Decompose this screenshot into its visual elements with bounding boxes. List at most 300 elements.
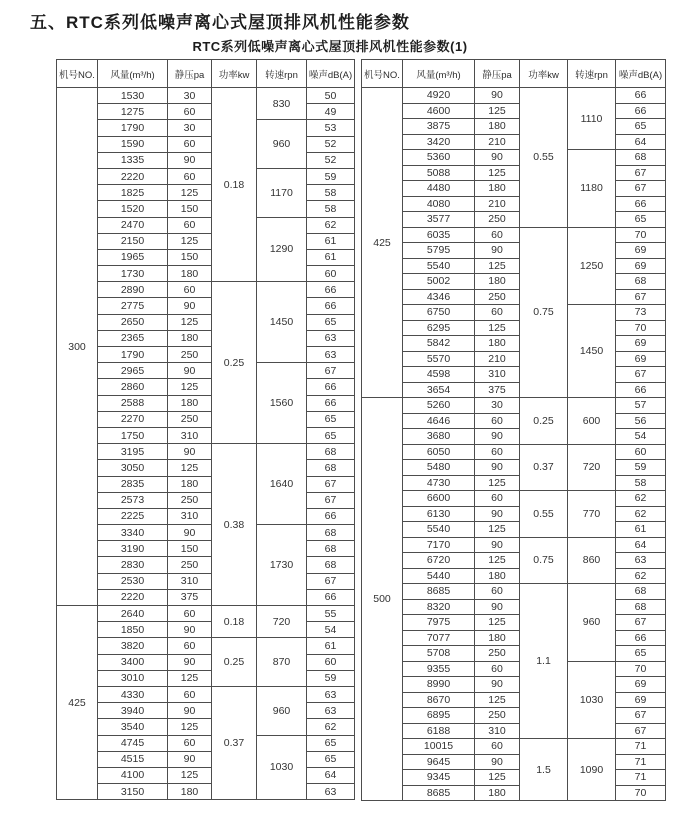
airflow-cell: 5795 <box>403 243 475 259</box>
noise-cell: 61 <box>307 233 355 249</box>
col-header-speed: 转速rpn <box>257 60 307 88</box>
static-pressure-cell: 60 <box>168 136 212 152</box>
table-row <box>57 168 355 184</box>
static-pressure-cell: 310 <box>168 508 212 524</box>
header-row <box>57 60 355 88</box>
table-row <box>362 243 666 259</box>
col-header-noise: 噪声dB(A) <box>616 60 666 88</box>
col-header-power: 功率kw <box>520 60 568 88</box>
speed-cell: 1450 <box>568 305 616 398</box>
airflow-cell: 5002 <box>403 274 475 290</box>
noise-cell: 68 <box>616 274 666 290</box>
static-pressure-cell: 250 <box>168 347 212 363</box>
airflow-cell: 6720 <box>403 553 475 569</box>
static-pressure-cell: 125 <box>168 185 212 201</box>
static-pressure-cell: 90 <box>168 152 212 168</box>
static-pressure-cell: 180 <box>475 568 520 584</box>
noise-cell: 61 <box>307 249 355 265</box>
static-pressure-cell: 60 <box>168 735 212 751</box>
noise-cell: 63 <box>307 347 355 363</box>
table-row <box>57 735 355 751</box>
static-pressure-cell: 180 <box>475 119 520 135</box>
speed-cell: 870 <box>257 638 307 687</box>
noise-cell: 69 <box>616 243 666 259</box>
static-pressure-cell: 150 <box>168 249 212 265</box>
airflow-cell: 2530 <box>98 573 168 589</box>
airflow-cell: 1275 <box>98 104 168 120</box>
table-row <box>57 185 355 201</box>
airflow-cell: 8670 <box>403 692 475 708</box>
static-pressure-cell: 90 <box>168 363 212 379</box>
col-header-static-pressure: 静压pa <box>168 60 212 88</box>
airflow-cell: 2150 <box>98 233 168 249</box>
table-row <box>57 152 355 168</box>
table-row <box>57 249 355 265</box>
table-row <box>362 258 666 274</box>
noise-cell: 67 <box>307 363 355 379</box>
airflow-cell: 2835 <box>98 476 168 492</box>
airflow-cell: 2588 <box>98 395 168 411</box>
airflow-cell: 6600 <box>403 491 475 507</box>
noise-cell: 68 <box>307 525 355 541</box>
table-row <box>362 770 666 786</box>
airflow-cell: 5708 <box>403 646 475 662</box>
speed-cell: 770 <box>568 491 616 538</box>
airflow-cell: 9645 <box>403 754 475 770</box>
table-row <box>57 654 355 670</box>
noise-cell: 67 <box>616 367 666 383</box>
table-row <box>57 104 355 120</box>
noise-cell: 65 <box>307 751 355 767</box>
table-row <box>362 165 666 181</box>
noise-cell: 66 <box>616 88 666 104</box>
airflow-cell: 9355 <box>403 661 475 677</box>
power-cell: 0.25 <box>520 398 568 445</box>
airflow-cell: 4730 <box>403 475 475 491</box>
table-row <box>57 120 355 136</box>
static-pressure-cell: 60 <box>475 413 520 429</box>
airflow-cell: 1965 <box>98 249 168 265</box>
noise-cell: 70 <box>616 661 666 677</box>
header-row <box>362 60 666 88</box>
static-pressure-cell: 60 <box>475 227 520 243</box>
table-row <box>57 767 355 783</box>
table-row <box>362 537 666 553</box>
static-pressure-cell: 30 <box>168 120 212 136</box>
static-pressure-cell: 125 <box>168 379 212 395</box>
static-pressure-cell: 125 <box>475 770 520 786</box>
table-row <box>57 476 355 492</box>
static-pressure-cell: 90 <box>475 429 520 445</box>
static-pressure-cell: 250 <box>475 289 520 305</box>
static-pressure-cell: 250 <box>475 212 520 228</box>
table-row <box>57 573 355 589</box>
airflow-cell: 6295 <box>403 320 475 336</box>
noise-cell: 58 <box>616 475 666 491</box>
static-pressure-cell: 250 <box>475 708 520 724</box>
static-pressure-cell: 90 <box>475 677 520 693</box>
airflow-cell: 2270 <box>98 411 168 427</box>
table-row <box>57 363 355 379</box>
static-pressure-cell: 60 <box>475 584 520 600</box>
airflow-cell: 1530 <box>98 88 168 104</box>
airflow-cell: 9345 <box>403 770 475 786</box>
static-pressure-cell: 90 <box>475 88 520 104</box>
table-row <box>362 785 666 801</box>
page-title: 五、RTC系列低噪声离心式屋顶排风机性能参数 <box>30 13 410 32</box>
static-pressure-cell: 60 <box>475 661 520 677</box>
noise-cell: 61 <box>307 638 355 654</box>
airflow-cell: 2830 <box>98 557 168 573</box>
noise-cell: 67 <box>616 289 666 305</box>
static-pressure-cell: 150 <box>168 541 212 557</box>
table-row <box>362 227 666 243</box>
static-pressure-cell: 60 <box>475 444 520 460</box>
noise-cell: 66 <box>616 630 666 646</box>
airflow-cell: 5360 <box>403 150 475 166</box>
static-pressure-cell: 90 <box>475 460 520 476</box>
airflow-cell: 7077 <box>403 630 475 646</box>
noise-cell: 68 <box>307 460 355 476</box>
airflow-cell: 3820 <box>98 638 168 654</box>
power-cell: 1.1 <box>520 584 568 739</box>
static-pressure-cell: 90 <box>475 150 520 166</box>
noise-cell: 52 <box>307 152 355 168</box>
table-row <box>57 282 355 298</box>
table-row <box>57 606 355 622</box>
table-row <box>57 217 355 233</box>
noise-cell: 67 <box>307 476 355 492</box>
table-row <box>362 506 666 522</box>
noise-cell: 62 <box>616 568 666 584</box>
airflow-cell: 4920 <box>403 88 475 104</box>
noise-cell: 67 <box>616 615 666 631</box>
static-pressure-cell: 310 <box>168 427 212 443</box>
noise-cell: 68 <box>307 444 355 460</box>
airflow-cell: 2470 <box>98 217 168 233</box>
table-row <box>362 599 666 615</box>
airflow-cell: 1335 <box>98 152 168 168</box>
power-cell: 0.25 <box>212 282 257 444</box>
noise-cell: 58 <box>307 201 355 217</box>
model-no-cell: 425 <box>57 606 98 800</box>
speed-cell: 720 <box>568 444 616 491</box>
airflow-cell: 2640 <box>98 606 168 622</box>
table-row <box>362 119 666 135</box>
table-row <box>362 274 666 290</box>
static-pressure-cell: 125 <box>168 670 212 686</box>
table-row <box>57 201 355 217</box>
table-row <box>57 266 355 282</box>
table-row <box>362 491 666 507</box>
static-pressure-cell: 30 <box>475 398 520 414</box>
airflow-cell: 1790 <box>98 347 168 363</box>
airflow-cell: 4480 <box>403 181 475 197</box>
airflow-cell: 8990 <box>403 677 475 693</box>
table-row <box>57 686 355 702</box>
noise-cell: 56 <box>616 413 666 429</box>
table-row <box>57 427 355 443</box>
noise-cell: 73 <box>616 305 666 321</box>
static-pressure-cell: 60 <box>168 686 212 702</box>
noise-cell: 49 <box>307 104 355 120</box>
static-pressure-cell: 150 <box>168 201 212 217</box>
table-row <box>362 429 666 445</box>
noise-cell: 69 <box>616 258 666 274</box>
table-row <box>362 692 666 708</box>
noise-cell: 68 <box>616 599 666 615</box>
noise-cell: 65 <box>616 646 666 662</box>
table-row <box>57 395 355 411</box>
table-row <box>362 289 666 305</box>
noise-cell: 65 <box>307 735 355 751</box>
noise-cell: 64 <box>616 134 666 150</box>
table-row <box>362 103 666 119</box>
airflow-cell: 5540 <box>403 522 475 538</box>
power-cell: 0.37 <box>520 444 568 491</box>
noise-cell: 66 <box>307 395 355 411</box>
tables-container <box>56 59 700 801</box>
speed-cell: 1250 <box>568 227 616 305</box>
airflow-cell: 3654 <box>403 382 475 398</box>
noise-cell: 66 <box>307 379 355 395</box>
airflow-cell: 8320 <box>403 599 475 615</box>
airflow-cell: 6050 <box>403 444 475 460</box>
noise-cell: 68 <box>307 541 355 557</box>
noise-cell: 54 <box>616 429 666 445</box>
static-pressure-cell: 125 <box>475 615 520 631</box>
noise-cell: 67 <box>307 492 355 508</box>
airflow-cell: 4646 <box>403 413 475 429</box>
noise-cell: 66 <box>307 282 355 298</box>
table-row <box>57 557 355 573</box>
power-cell: 0.75 <box>520 537 568 584</box>
table-row <box>57 233 355 249</box>
noise-cell: 67 <box>616 723 666 739</box>
noise-cell: 52 <box>307 136 355 152</box>
airflow-cell: 1750 <box>98 427 168 443</box>
airflow-cell: 3540 <box>98 719 168 735</box>
static-pressure-cell: 90 <box>475 506 520 522</box>
table-row <box>362 351 666 367</box>
noise-cell: 68 <box>616 150 666 166</box>
airflow-cell: 2650 <box>98 314 168 330</box>
speed-cell: 1110 <box>568 88 616 150</box>
table-row <box>362 150 666 166</box>
airflow-cell: 2365 <box>98 330 168 346</box>
noise-cell: 71 <box>616 739 666 755</box>
static-pressure-cell: 125 <box>168 233 212 249</box>
airflow-cell: 10015 <box>403 739 475 755</box>
static-pressure-cell: 125 <box>168 719 212 735</box>
table-row <box>57 784 355 800</box>
power-cell: 0.37 <box>212 686 257 799</box>
table-row <box>57 589 355 605</box>
power-cell: 0.55 <box>520 88 568 228</box>
table-row <box>362 88 666 104</box>
model-no-cell: 425 <box>362 88 403 398</box>
table-row <box>362 754 666 770</box>
power-cell: 1.5 <box>520 739 568 801</box>
airflow-cell: 5540 <box>403 258 475 274</box>
static-pressure-cell: 30 <box>168 88 212 104</box>
airflow-cell: 5570 <box>403 351 475 367</box>
speed-cell: 1560 <box>257 363 307 444</box>
noise-cell: 71 <box>616 754 666 770</box>
noise-cell: 69 <box>616 336 666 352</box>
col-header-model-no: 机号NO. <box>57 60 98 88</box>
table-row <box>57 719 355 735</box>
speed-cell: 1170 <box>257 168 307 217</box>
table-row <box>57 411 355 427</box>
table-row <box>362 212 666 228</box>
noise-cell: 62 <box>616 506 666 522</box>
noise-cell: 60 <box>307 654 355 670</box>
power-cell: 0.18 <box>212 606 257 638</box>
airflow-cell: 2225 <box>98 508 168 524</box>
noise-cell: 71 <box>616 770 666 786</box>
airflow-cell: 6188 <box>403 723 475 739</box>
noise-cell: 63 <box>307 703 355 719</box>
table-row <box>362 196 666 212</box>
static-pressure-cell: 180 <box>168 395 212 411</box>
airflow-cell: 3340 <box>98 525 168 541</box>
noise-cell: 66 <box>307 508 355 524</box>
static-pressure-cell: 60 <box>475 739 520 755</box>
static-pressure-cell: 60 <box>475 491 520 507</box>
noise-cell: 64 <box>616 537 666 553</box>
static-pressure-cell: 90 <box>168 525 212 541</box>
table-row <box>362 708 666 724</box>
speed-cell: 1290 <box>257 217 307 282</box>
speed-cell: 960 <box>257 120 307 169</box>
table-row <box>362 134 666 150</box>
static-pressure-cell: 180 <box>168 266 212 282</box>
table-row <box>362 646 666 662</box>
airflow-cell: 2220 <box>98 589 168 605</box>
table-row <box>57 347 355 363</box>
airflow-cell: 2860 <box>98 379 168 395</box>
airflow-cell: 4598 <box>403 367 475 383</box>
table-row <box>57 460 355 476</box>
table-row <box>362 460 666 476</box>
static-pressure-cell: 180 <box>475 785 520 801</box>
power-cell: 0.25 <box>212 638 257 687</box>
noise-cell: 63 <box>307 330 355 346</box>
noise-cell: 65 <box>307 427 355 443</box>
airflow-cell: 4346 <box>403 289 475 305</box>
speed-cell: 1030 <box>568 661 616 739</box>
table-row <box>362 661 666 677</box>
noise-cell: 68 <box>616 584 666 600</box>
airflow-cell: 2775 <box>98 298 168 314</box>
noise-cell: 70 <box>616 785 666 801</box>
airflow-cell: 3577 <box>403 212 475 228</box>
airflow-cell: 1850 <box>98 622 168 638</box>
airflow-cell: 2573 <box>98 492 168 508</box>
airflow-cell: 3195 <box>98 444 168 460</box>
airflow-cell: 3420 <box>403 134 475 150</box>
static-pressure-cell: 180 <box>168 784 212 800</box>
table-row <box>57 88 355 104</box>
table-row <box>57 492 355 508</box>
table-row <box>362 320 666 336</box>
table-row <box>362 723 666 739</box>
static-pressure-cell: 90 <box>168 654 212 670</box>
noise-cell: 63 <box>307 784 355 800</box>
airflow-cell: 6130 <box>403 506 475 522</box>
static-pressure-cell: 310 <box>475 723 520 739</box>
table-row <box>57 444 355 460</box>
static-pressure-cell: 180 <box>475 336 520 352</box>
static-pressure-cell: 60 <box>168 638 212 654</box>
speed-cell: 860 <box>568 537 616 584</box>
airflow-cell: 6895 <box>403 708 475 724</box>
airflow-cell: 3875 <box>403 119 475 135</box>
static-pressure-cell: 250 <box>168 492 212 508</box>
static-pressure-cell: 250 <box>475 646 520 662</box>
static-pressure-cell: 125 <box>475 475 520 491</box>
col-header-noise: 噪声dB(A) <box>307 60 355 88</box>
table-row <box>57 751 355 767</box>
airflow-cell: 5440 <box>403 568 475 584</box>
speed-cell: 1180 <box>568 150 616 228</box>
airflow-cell: 3050 <box>98 460 168 476</box>
table-row <box>362 677 666 693</box>
airflow-cell: 3150 <box>98 784 168 800</box>
speed-cell: 1640 <box>257 444 307 525</box>
static-pressure-cell: 210 <box>475 134 520 150</box>
static-pressure-cell: 375 <box>475 382 520 398</box>
table-row <box>362 615 666 631</box>
noise-cell: 62 <box>616 491 666 507</box>
static-pressure-cell: 180 <box>475 274 520 290</box>
static-pressure-cell: 60 <box>168 282 212 298</box>
static-pressure-cell: 250 <box>168 557 212 573</box>
performance-table-right <box>361 59 666 801</box>
static-pressure-cell: 250 <box>168 411 212 427</box>
col-header-power: 功率kw <box>212 60 257 88</box>
noise-cell: 66 <box>616 103 666 119</box>
table-row <box>362 367 666 383</box>
static-pressure-cell: 125 <box>475 692 520 708</box>
table-row <box>57 330 355 346</box>
table-row <box>57 136 355 152</box>
noise-cell: 68 <box>307 557 355 573</box>
table-row <box>57 508 355 524</box>
airflow-cell: 2965 <box>98 363 168 379</box>
noise-cell: 60 <box>307 266 355 282</box>
airflow-cell: 5480 <box>403 460 475 476</box>
static-pressure-cell: 90 <box>475 537 520 553</box>
col-header-static-pressure: 静压pa <box>475 60 520 88</box>
noise-cell: 59 <box>307 670 355 686</box>
static-pressure-cell: 310 <box>475 367 520 383</box>
airflow-cell: 5260 <box>403 398 475 414</box>
static-pressure-cell: 125 <box>475 522 520 538</box>
speed-cell: 600 <box>568 398 616 445</box>
table-row <box>362 181 666 197</box>
static-pressure-cell: 180 <box>168 330 212 346</box>
airflow-cell: 3190 <box>98 541 168 557</box>
static-pressure-cell: 90 <box>475 754 520 770</box>
table-row <box>57 541 355 557</box>
table-row <box>362 475 666 491</box>
col-header-airflow: 风量(m³/h) <box>403 60 475 88</box>
airflow-cell: 1730 <box>98 266 168 282</box>
noise-cell: 63 <box>307 686 355 702</box>
static-pressure-cell: 125 <box>475 320 520 336</box>
